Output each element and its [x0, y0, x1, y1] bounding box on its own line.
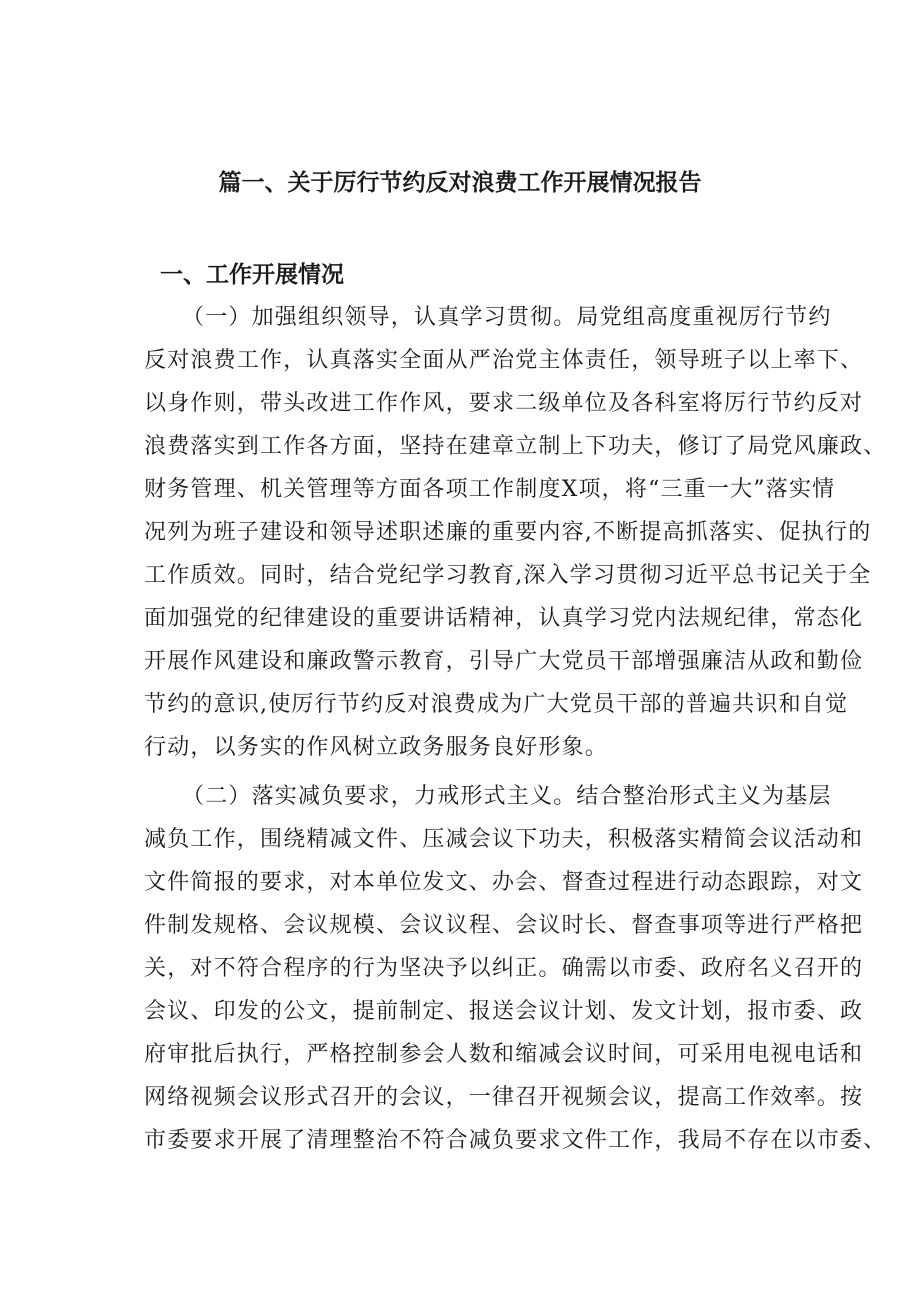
paragraph-line: 以身作则，带头改进工作作风，要求二级单位及各科室将厉行节约反对 [144, 391, 864, 416]
paragraph-line: 开展作风建设和廉政警示教育，引导广大党员干部增强廉洁从政和勤俭 [144, 649, 864, 674]
document-title: 篇一、关于厉行节约反对浪费工作开展情况报告 [218, 170, 702, 196]
paragraph-line: 文件简报的要求，对本单位发文、办会、督查过程进行动态跟踪，对文 [144, 870, 864, 895]
paragraph-line: 关，对不符合程序的行为坚决予以纠正。确需以市委、政府名义召开的 [144, 956, 864, 981]
paragraph-line: 面加强党的纪律建设的重要讲话精神，认真学习党内法规纪律，常态化 [144, 606, 864, 631]
paragraph-line: 府审批后执行，严格控制参会人数和缩减会议时间，可采用电视电话和 [144, 1042, 864, 1067]
paragraph-line: 节约的意识,使厉行节约反对浪费成为广大党员干部的普遍共识和自觉 [144, 692, 849, 717]
paragraph-line: 市委要求开展了清理整治不符合减负要求文件工作，我局不存在以市委、 [144, 1128, 887, 1153]
paragraph-line: （一）加强组织领导，认真学习贯彻。局党组高度重视厉行节约 [182, 305, 832, 330]
paragraph-line: 财务管理、机关管理等方面各项工作制度X项，将“三重一大”落实情 [144, 477, 836, 502]
paragraph-line: 工作质效。同时，结合党纪学习教育,深入学习贯彻习近平总书记关于全 [144, 563, 872, 588]
paragraph-line: 网络视频会议形式召开的会议，一律召开视频会议，提高工作效率。按 [144, 1085, 864, 1110]
paragraph-line: 浪费落实到工作各方面，坚持在建章立制上下功夫，修订了局党风廉政、 [144, 434, 887, 459]
section-heading: 一、工作开展情况 [160, 262, 344, 288]
paragraph-line: （二）落实减负要求，力戒形式主义。结合整治形式主义为基层 [182, 784, 832, 809]
paragraph-line: 会议、印发的公文，提前制定、报送会议计划、发文计划，报市委、政 [144, 999, 864, 1024]
paragraph-line: 减负工作，围绕精减文件、压减会议下功夫，积极落实精简会议活动和 [144, 827, 864, 852]
paragraph-line: 况列为班子建设和领导述职述廉的重要内容,不断提高抓落实、促执行的 [144, 520, 872, 545]
paragraph-line: 行动，以务实的作风树立政务服务良好形象。 [144, 735, 609, 760]
paragraph-line: 反对浪费工作，认真落实全面从严治党主体责任，领导班子以上率下、 [144, 348, 864, 373]
paragraph-line: 件制发规格、会议规模、会议议程、会议时长、督查事项等进行严格把 [144, 913, 864, 938]
